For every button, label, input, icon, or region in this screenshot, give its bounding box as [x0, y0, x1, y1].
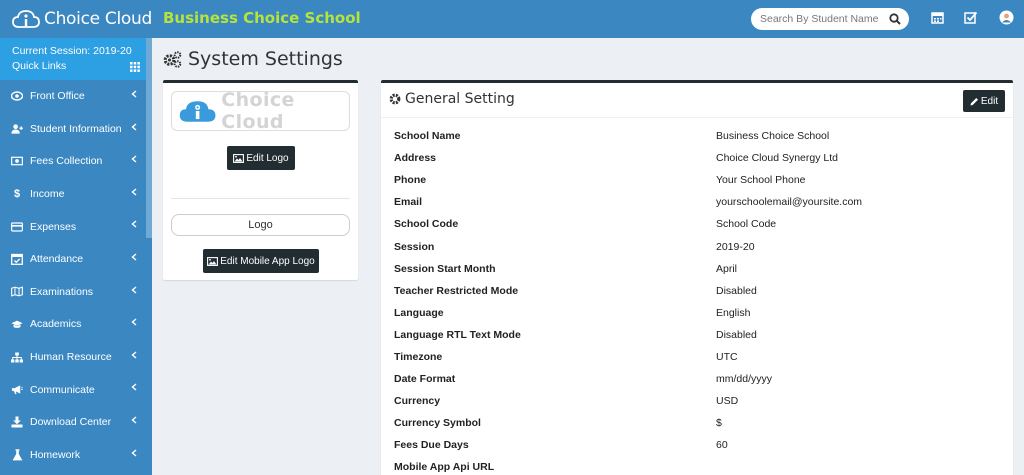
setting-value: 2019-20: [716, 240, 755, 253]
sidebar-item-label: Student Information: [30, 122, 122, 135]
header-divider: [381, 117, 1013, 118]
setting-label: Date Format: [394, 373, 456, 386]
sidebar-item-label: Income: [30, 188, 65, 201]
pencil-icon: [970, 97, 979, 106]
edit-label: Edit: [980, 95, 999, 107]
setting-value: School Code: [716, 218, 777, 231]
setting-label: Email: [394, 196, 423, 209]
setting-row: [394, 125, 1004, 147]
chevron-left-icon: [131, 286, 137, 294]
chevron-left-icon: [131, 90, 137, 98]
chevron-left-icon: [131, 416, 137, 424]
setting-value: Disabled: [716, 284, 757, 297]
sitemap-icon: [11, 351, 23, 363]
chevron-left-icon: [131, 155, 137, 163]
school-name-title: Business Choice School: [163, 9, 361, 27]
tasks-check-icon[interactable]: [964, 11, 978, 24]
top-navbar: [0, 0, 1024, 38]
setting-row: [394, 390, 1004, 412]
chevron-left-icon: [131, 351, 137, 359]
edit-mobile-app-logo-label: Edit Mobile App Logo: [220, 255, 315, 267]
mortarboard-icon: [11, 318, 23, 330]
sidebar-item-fees-collection[interactable]: [0, 145, 152, 178]
sidebar-item-label: Attendance: [30, 253, 84, 266]
calendar-check-icon: [11, 253, 23, 265]
gear-icon: [389, 93, 401, 105]
grid-icon[interactable]: [130, 62, 140, 72]
image-icon: [233, 154, 244, 163]
logo-label: Logo: [248, 219, 273, 231]
setting-value: UTC: [716, 350, 738, 363]
setting-row: [394, 456, 1004, 475]
settings-list: [394, 125, 1004, 475]
page-title: [163, 48, 343, 70]
setting-label: Currency: [394, 395, 441, 408]
chevron-left-icon: [131, 383, 137, 391]
sidebar-item-student-information[interactable]: [0, 113, 152, 146]
setting-label: School Name: [394, 130, 461, 143]
setting-value: Business Choice School: [716, 130, 830, 143]
sidebar-item-attendance[interactable]: [0, 243, 152, 276]
setting-value: USD: [716, 395, 739, 408]
map-icon: [11, 286, 23, 298]
sidebar-item-label: Fees Collection: [30, 155, 103, 168]
setting-label: Timezone: [394, 350, 443, 363]
setting-row: [394, 191, 1004, 213]
setting-label: Language RTL Text Mode: [394, 328, 521, 341]
setting-value: mm/dd/yyyy: [716, 373, 773, 386]
setting-label: Fees Due Days: [394, 439, 469, 452]
cloud-logo-icon: [12, 9, 40, 29]
setting-row: [394, 235, 1004, 257]
page-title-text: System Settings: [188, 48, 343, 70]
setting-value: Disabled: [716, 328, 757, 341]
sidebar-item-label: Front Office: [30, 90, 85, 103]
setting-value: English: [716, 306, 751, 319]
chevron-left-icon: [131, 188, 137, 196]
setting-row: [394, 169, 1004, 191]
quick-links-label[interactable]: Quick Links: [12, 60, 67, 72]
general-setting-header: [389, 91, 515, 107]
setting-row: [394, 302, 1004, 324]
setting-row: [394, 368, 1004, 390]
setting-label: Teacher Restricted Mode: [394, 284, 519, 297]
edit-logo-label: Edit Logo: [246, 152, 289, 164]
search-icon[interactable]: [889, 13, 901, 25]
setting-label: Phone: [394, 174, 427, 187]
sidebar-item-communicate[interactable]: [0, 373, 152, 406]
front-office-icon: [11, 90, 23, 102]
bullhorn-icon: [11, 384, 23, 396]
setting-label: Address: [394, 152, 437, 165]
setting-row: [394, 258, 1004, 280]
sidebar-item-label: Academics: [30, 318, 82, 331]
session-box: [0, 38, 152, 80]
sidebar-item-label: Human Resource: [30, 351, 112, 364]
sidebar-item-academics[interactable]: [0, 308, 152, 341]
dollar-icon: $: [13, 188, 21, 201]
gears-icon: [163, 51, 182, 68]
sidebar-item-label: Expenses: [30, 220, 77, 233]
sidebar-item-front-office[interactable]: [0, 80, 152, 113]
setting-row: [394, 346, 1004, 368]
student-search: [751, 8, 909, 30]
setting-value: Choice Cloud Synergy Ltd: [716, 152, 838, 165]
sidebar-item-label: Communicate: [30, 383, 95, 396]
setting-row: [394, 147, 1004, 169]
edit-mobile-app-logo-button[interactable]: [203, 249, 319, 273]
setting-label: Language: [394, 306, 444, 319]
setting-row: [394, 434, 1004, 456]
sidebar-item-expenses[interactable]: [0, 210, 152, 243]
chevron-left-icon: [131, 253, 137, 261]
current-session-label[interactable]: Current Session: 2019-20: [12, 45, 132, 57]
sidebar-item-label: Download Center: [30, 416, 112, 429]
sidebar-item-income[interactable]: [0, 178, 152, 211]
setting-value: April: [716, 262, 738, 275]
brand-logo[interactable]: [0, 0, 152, 38]
mobile-logo-placeholder: [171, 214, 350, 236]
setting-value: 60: [716, 439, 728, 452]
sidebar: [0, 38, 152, 475]
search-input[interactable]: [760, 13, 880, 25]
cloud-logo-icon: [178, 96, 217, 126]
setting-value: yourschoolemail@yoursite.com: [716, 196, 863, 209]
school-logo-image: [171, 91, 350, 131]
chevron-left-icon: [131, 123, 137, 131]
user-plus-icon: [11, 123, 23, 135]
money-icon: [11, 155, 23, 167]
calendar-icon[interactable]: [931, 11, 944, 24]
setting-label: Currency Symbol: [394, 417, 481, 430]
chevron-left-icon: [131, 318, 137, 326]
sidebar-item-download-center[interactable]: [0, 406, 152, 439]
flask-icon: [11, 449, 23, 461]
general-setting-panel: [381, 80, 1013, 475]
setting-label: Session Start Month: [394, 262, 496, 275]
setting-value: $: [716, 417, 722, 430]
sidebar-item-homework[interactable]: [0, 439, 152, 472]
general-setting-title: General Setting: [405, 91, 515, 107]
sidebar-item-label: Homework: [30, 448, 81, 461]
credit-card-icon: [11, 221, 23, 233]
sidebar-item-examinations[interactable]: [0, 276, 152, 309]
setting-label: Mobile App Api URL: [394, 461, 495, 474]
logo-panel: [163, 80, 358, 280]
chevron-left-icon: [131, 220, 137, 228]
sidebar-item-human-resource[interactable]: [0, 341, 152, 374]
setting-value: Your School Phone: [716, 174, 806, 187]
user-avatar-icon[interactable]: [999, 10, 1014, 25]
setting-label: Session: [394, 240, 435, 253]
logo-text: Choice Cloud: [221, 89, 295, 133]
image-icon: [207, 257, 218, 266]
sidebar-item-label: Examinations: [30, 285, 94, 298]
setting-row: [394, 324, 1004, 346]
setting-row: [394, 280, 1004, 302]
setting-row: [394, 213, 1004, 235]
edit-settings-button[interactable]: [963, 90, 1005, 112]
chevron-left-icon: [131, 449, 137, 457]
setting-label: School Code: [394, 218, 459, 231]
edit-logo-button[interactable]: [227, 146, 295, 170]
setting-row: [394, 412, 1004, 434]
brand-name: Choice Cloud: [44, 9, 152, 29]
download-icon: [11, 416, 23, 428]
panel-divider: [171, 198, 350, 199]
